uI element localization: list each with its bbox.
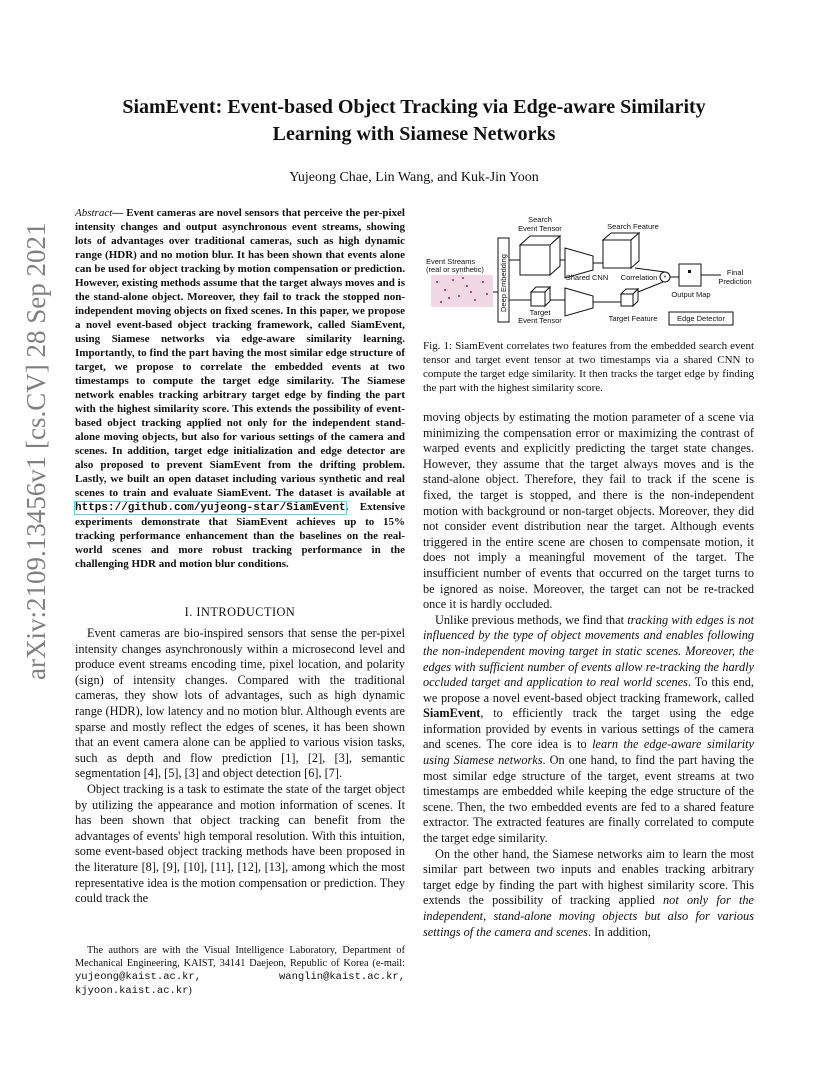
fig-label-target-feature: Target Feature bbox=[608, 314, 658, 323]
dataset-link[interactable]: https://github.com/yujeong-star/SiamEvent bbox=[75, 502, 346, 514]
intro-paragraph-2: Object tracking is a task to estimate the state of the target object by utilizing the appearance and motion information of scenes. It has been shown that object tracking can benefit from the advantages of events' high temporal resolution. With this intuition, some event-based object tracking methods have been proposed in the literature [8], [9], [10], [11], [12], [13], among which the most representative idea is the motion compensation or prediction. They could track the bbox=[75, 781, 405, 906]
abstract-text: — Event cameras are novel sensors that perceive the per-pixel intensity changes and output asynchronous event streams, showing lots of advantages over traditional cameras, such as high dynamic range (HDR) and no motion blur. It has been shown that events alone can be used for object tracking by motion compensation or prediction. However, existing methods assume that the target always moves and is the stand-alone object. Moreover, they fail to track the stopped non-independent moving objects on fixed scenes. In this paper, we propose a novel event-based object tracking framework, called SiamEvent, using Siamese networks via edge-aware similarity learning. Importantly, to find the part having the most similar edge structure of target, we propose to correlate the embedded events at two timestamps to compute the target edge similarity. The Siamese network enables tracking arbitrary target edge by finding the part with the highest similarity score. This extends the possibility of event-based object tracking applied not only for the independent stand-alone moving objects, but also for various settings of the camera and scenes. In addition, target edge initialization and edge detector are also proposed to prevent SiamEvent from the drifting problem. Lastly, we built an open dataset including various synthetic and real scenes to train and evaluate SiamEvent. The dataset is available at bbox=[75, 207, 405, 499]
correlation-symbol: * bbox=[663, 273, 667, 282]
target-tensor-cube bbox=[531, 287, 550, 306]
right-paragraph-1: moving objects by estimating the motion parameter of a scene via minimizing the compensation error or maximizing the contrast of warped events and explicitly predicting the target state changes. However, they assume that the target always moves and is the stand-alone object. Therefore, they fail to track if the scene is fixed, the target is stopped, and there is the non-independent motion with background or non-target objects. Moreover, they did not consider event distribution near the target. Although events triggered in the entire scene are chosen to compensate motion, it does not imply a meaningful movement of the target. The insufficient number of events that occurred on the target turns to be ignored as noise. Moreover, the target can not be re-tracked once it is hardly occluded. bbox=[423, 410, 754, 612]
intro-right-column bbox=[423, 410, 754, 940]
fig-label-event-streams-2: (real or synthetic) bbox=[426, 265, 484, 274]
arxiv-identifier: arXiv:2109.13456v1 [cs.CV] 28 Sep 2021 bbox=[21, 222, 51, 680]
author-list: Yujeong Chae, Lin Wang, and Kuk-Jin Yoon bbox=[289, 170, 539, 185]
fig-label-edge-detector: Edge Detector bbox=[677, 314, 725, 323]
right-p3-b: . In addition, bbox=[587, 924, 651, 939]
fig-label-search-tensor-1: Search bbox=[528, 215, 552, 224]
title-line-2: Learning with Siamese Networks bbox=[272, 123, 556, 145]
intro-left-column bbox=[75, 626, 405, 907]
intro-paragraph-1: Event cameras are bio-inspired sensors that sense the per-pixel intensity changes asynchronously within a microsecond level and produce event streams encoding time, pixel location, and polarity (sign) of intensity changes. Compared with the traditional cameras, they show lots of advantages, such as high dynamic range (HDR), low latency and no motion blur. Although events are sparse and mostly reflect the edges of scenes, it has been shown that an event camera alone can be applied to various vision tasks, such as depth and flow prediction [1], [2], [3], semantic segmentation [4], [5], [3] and object detection [6], [7]. bbox=[75, 626, 405, 781]
right-p2-b: . To this end, we propose a novel event-based object tracking framework, called bbox=[423, 675, 754, 705]
footnote bbox=[75, 944, 405, 998]
fig-label-target-tensor-1: Target bbox=[529, 308, 551, 317]
fig-label-search-tensor-2: Event Tensor bbox=[518, 224, 562, 233]
target-feature-block bbox=[621, 289, 638, 306]
fig-label-target-tensor-2: Event Tensor bbox=[518, 316, 562, 325]
fig-label-final-1: Final bbox=[726, 268, 744, 277]
right-p2-emphasis-1: tracking with edges is not influenced by the type of object movements and enables following the non-independent moving target in static scenes. Moreover, the edges with sufficient number of events allow re-tracking the hardly occluded target and application to real world scenes bbox=[423, 612, 755, 690]
abstract-text-end: . Extensive experiments demonstrate that SiamEvent achieves up to 15% tracking performance enhancement than the baselines on the real-world scenes and more robust tracking performance in the challenging HDR and motion blur conditions. bbox=[75, 501, 405, 570]
paper-title bbox=[60, 94, 768, 148]
search-tensor-cube bbox=[520, 236, 560, 275]
right-p2-emphasis-2: learn the edge-aware similarity using Siamese networks bbox=[423, 737, 755, 768]
fig-label-output-map: Output Map bbox=[671, 290, 711, 299]
fig-label-correlation: Correlation bbox=[620, 273, 658, 282]
footnote-emails: yujeong@kaist.ac.kr, wanglin@kaist.ac.kr, kjyoon.kaist.ac.kr bbox=[75, 971, 405, 997]
right-p3-emphasis: not only for the independent, stand-alone moving objects but also for various settings of the camera and scenes bbox=[423, 893, 754, 939]
right-p2-d: . On one hand, to find the part having the most similar edge structure of the target, event streams at two timestamps are embedded while keeping the edge structure of the scene. Then, the two embedded events are fed to a shared feature extractor. The extracted features are finally correlated to compute the target edge similarity. bbox=[423, 753, 754, 846]
footnote-text: The authors are with the Visual Intelligence Laboratory, Department of Mechanical Engineering, KAIST, 34141 Daejeon, Republic of Korea (e-mail: bbox=[75, 945, 405, 969]
output-map-box bbox=[679, 264, 701, 286]
right-p2-a: Unlike previous methods, we find that bbox=[435, 612, 628, 627]
right-p2-c: , to efficiently track the target using the edge information provided by events in various settings of the camera and scenes. The core idea is to bbox=[423, 706, 754, 752]
search-feature-block bbox=[603, 233, 639, 268]
shared-cnn-lower bbox=[565, 288, 593, 316]
right-paragraph-3 bbox=[423, 847, 754, 941]
fig-label-search-feature: Search Feature bbox=[607, 222, 659, 231]
figure-1-diagram bbox=[423, 212, 757, 332]
title-line-1: SiamEvent: Event-based Object Tracking via Edge-aware Similarity bbox=[122, 96, 706, 118]
fig-label-event-streams-1: Event Streams bbox=[426, 257, 476, 266]
abstract-label: Abstract bbox=[75, 207, 113, 219]
footnote-end: ) bbox=[188, 985, 192, 996]
fig-label-deep-embedding: Deep Embedding bbox=[499, 254, 508, 312]
section-heading: I. INTRODUCTION bbox=[184, 605, 296, 619]
right-paragraph-2 bbox=[423, 613, 754, 847]
abstract bbox=[75, 206, 405, 571]
fig-label-shared-cnn: Shared CNN bbox=[565, 273, 609, 282]
right-p3-a: On the other hand, the Siamese networks aim to learn the most similar part between two inputs and enables tracking arbitrary target edge by finding the part with highest similarity score. This extends the possibility of tracking applied bbox=[423, 846, 754, 908]
figure-caption: Fig. 1: SiamEvent correlates two features from the embedded search event tensor and target event tensor at two timestamps via a shared CNN to compute the target edge similarity. It then tracks the target edge by finding the part with the highest similarity score. bbox=[423, 340, 754, 394]
right-p2-method-name: SiamEvent bbox=[423, 706, 481, 721]
fig-label-final-2: Prediction bbox=[718, 277, 752, 286]
